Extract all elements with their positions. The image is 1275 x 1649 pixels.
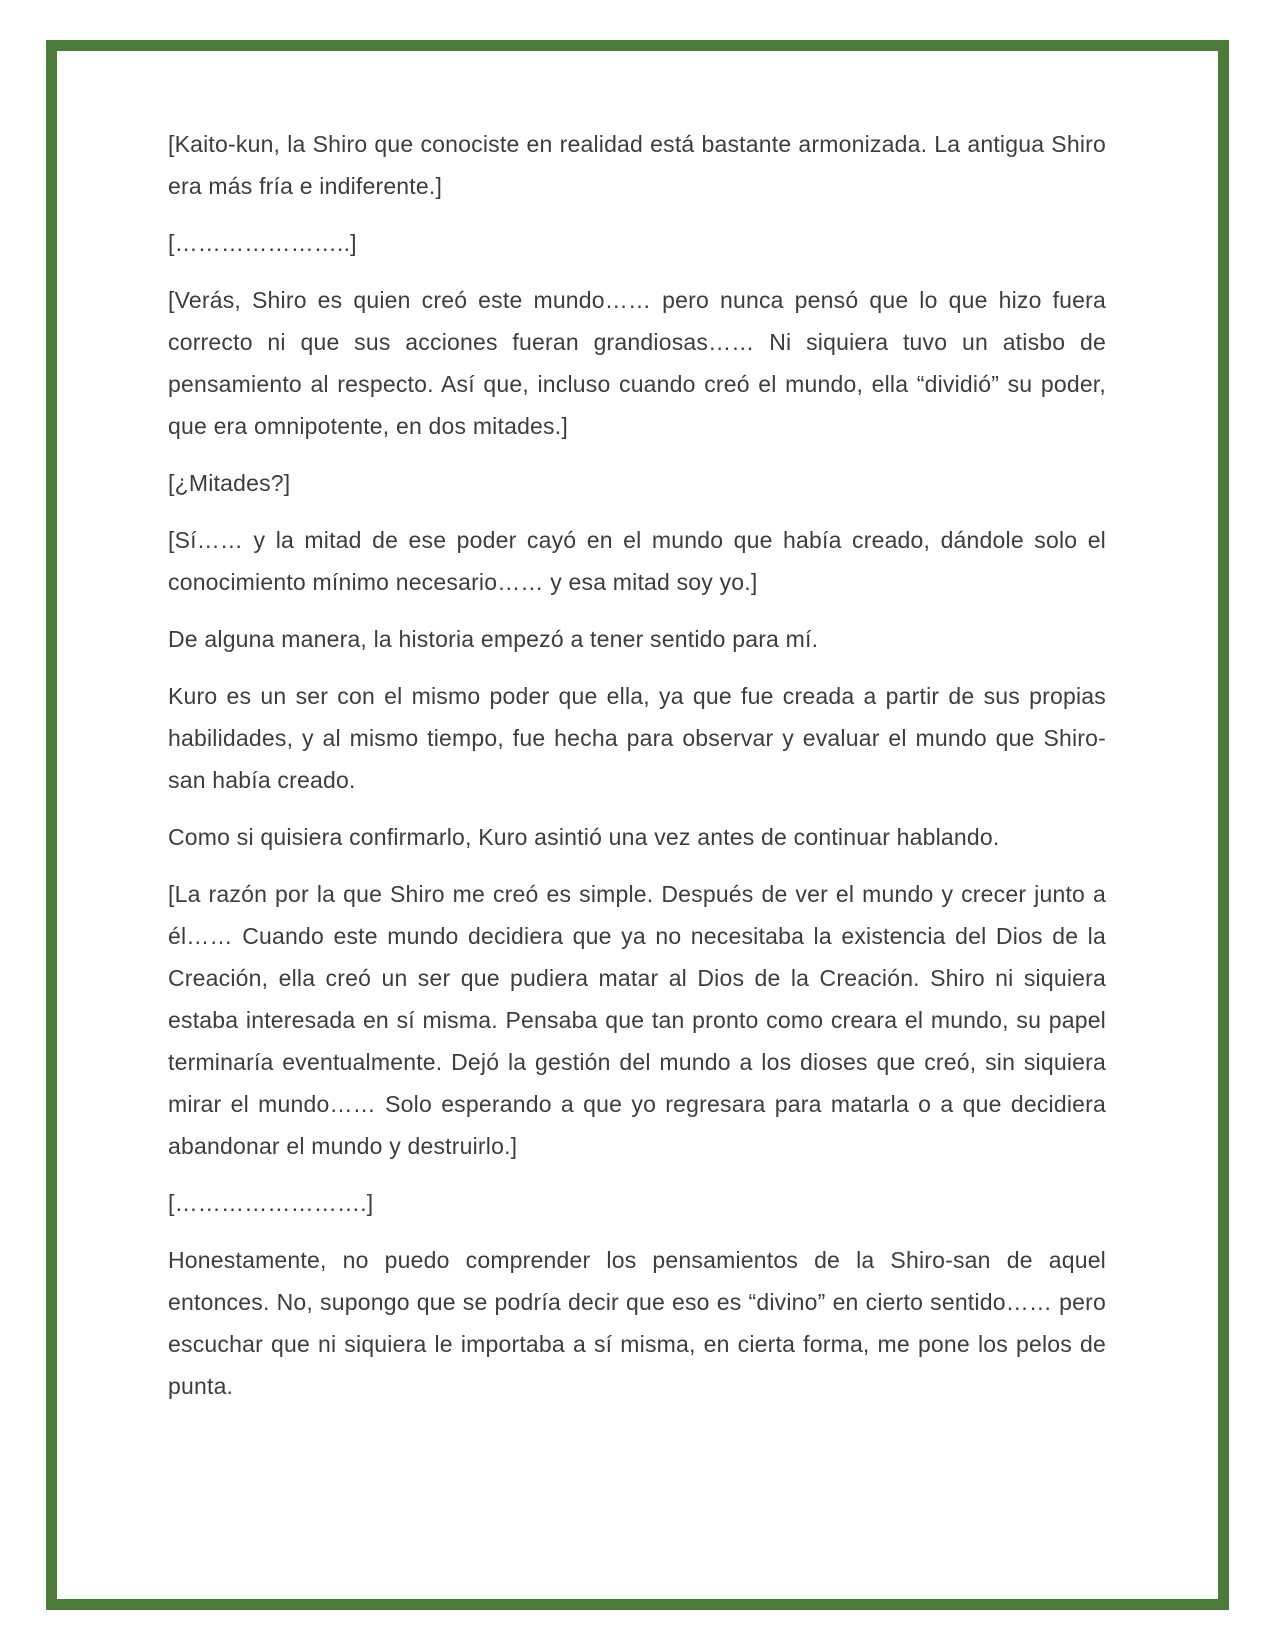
paragraph: [¿Mitades?] bbox=[168, 470, 291, 496]
paragraph: [La razón por la que Shiro me creó es simple. Después de ver el mundo y crecer junto a él…… Cuando este mundo decidiera que ya no necesitaba la existencia del Dios de la Creación, ella creó un ser que pudiera matar al Dios de la Creación. Shiro ni siquiera estaba interesada en sí misma. Pensaba que tan pronto como creara el mundo, su papel terminaría eventualmente. Dejó la gestión del mundo a los dioses que creó, sin siquiera mirar el mundo…… Solo esperando a que yo regresara para matarla o a que decidiera abandonar el mundo y destruirlo.] bbox=[168, 881, 1106, 1159]
paragraph: Como si quisiera confirmarlo, Kuro asintió una vez antes de continuar hablando. bbox=[168, 824, 1000, 850]
page-border-frame bbox=[46, 40, 1229, 1610]
paragraph: Kuro es un ser con el mismo poder que ella, ya que fue creada a partir de sus propias habilidades, y al mismo tiempo, fue hecha para observar y evaluar el mundo que Shiro-san había creado. bbox=[168, 683, 1106, 793]
page-content bbox=[57, 51, 1218, 1407]
paragraph: [Sí…… y la mitad de ese poder cayó en el mundo que había creado, dándole solo el conocimiento mínimo necesario…… y esa mitad soy yo.] bbox=[168, 527, 1106, 595]
paragraph: [Verás, Shiro es quien creó este mundo…… pero nunca pensó que lo que hizo fuera correcto ni que sus acciones fueran grandiosas…… Ni siquiera tuvo un atisbo de pensamiento al respecto. Así que, incluso cuando creó el mundo, ella “dividió” su poder, que era omnipotente, en dos mitades.] bbox=[168, 287, 1106, 439]
paragraph: […………………..] bbox=[168, 230, 357, 256]
paragraph: [Kaito-kun, la Shiro que conociste en realidad está bastante armonizada. La antigua Shiro era más fría e indiferente.] bbox=[168, 131, 1106, 199]
paragraph: Honestamente, no puedo comprender los pensamientos de la Shiro-san de aquel entonces. No, supongo que se podría decir que eso es “divino” en cierto sentido…… pero escuchar que ni siquiera le importaba a sí misma, en cierta forma, me pone los pelos de punta. bbox=[168, 1247, 1106, 1399]
paragraph: […………………….] bbox=[168, 1190, 374, 1216]
paragraph: De alguna manera, la historia empezó a tener sentido para mí. bbox=[168, 626, 819, 652]
